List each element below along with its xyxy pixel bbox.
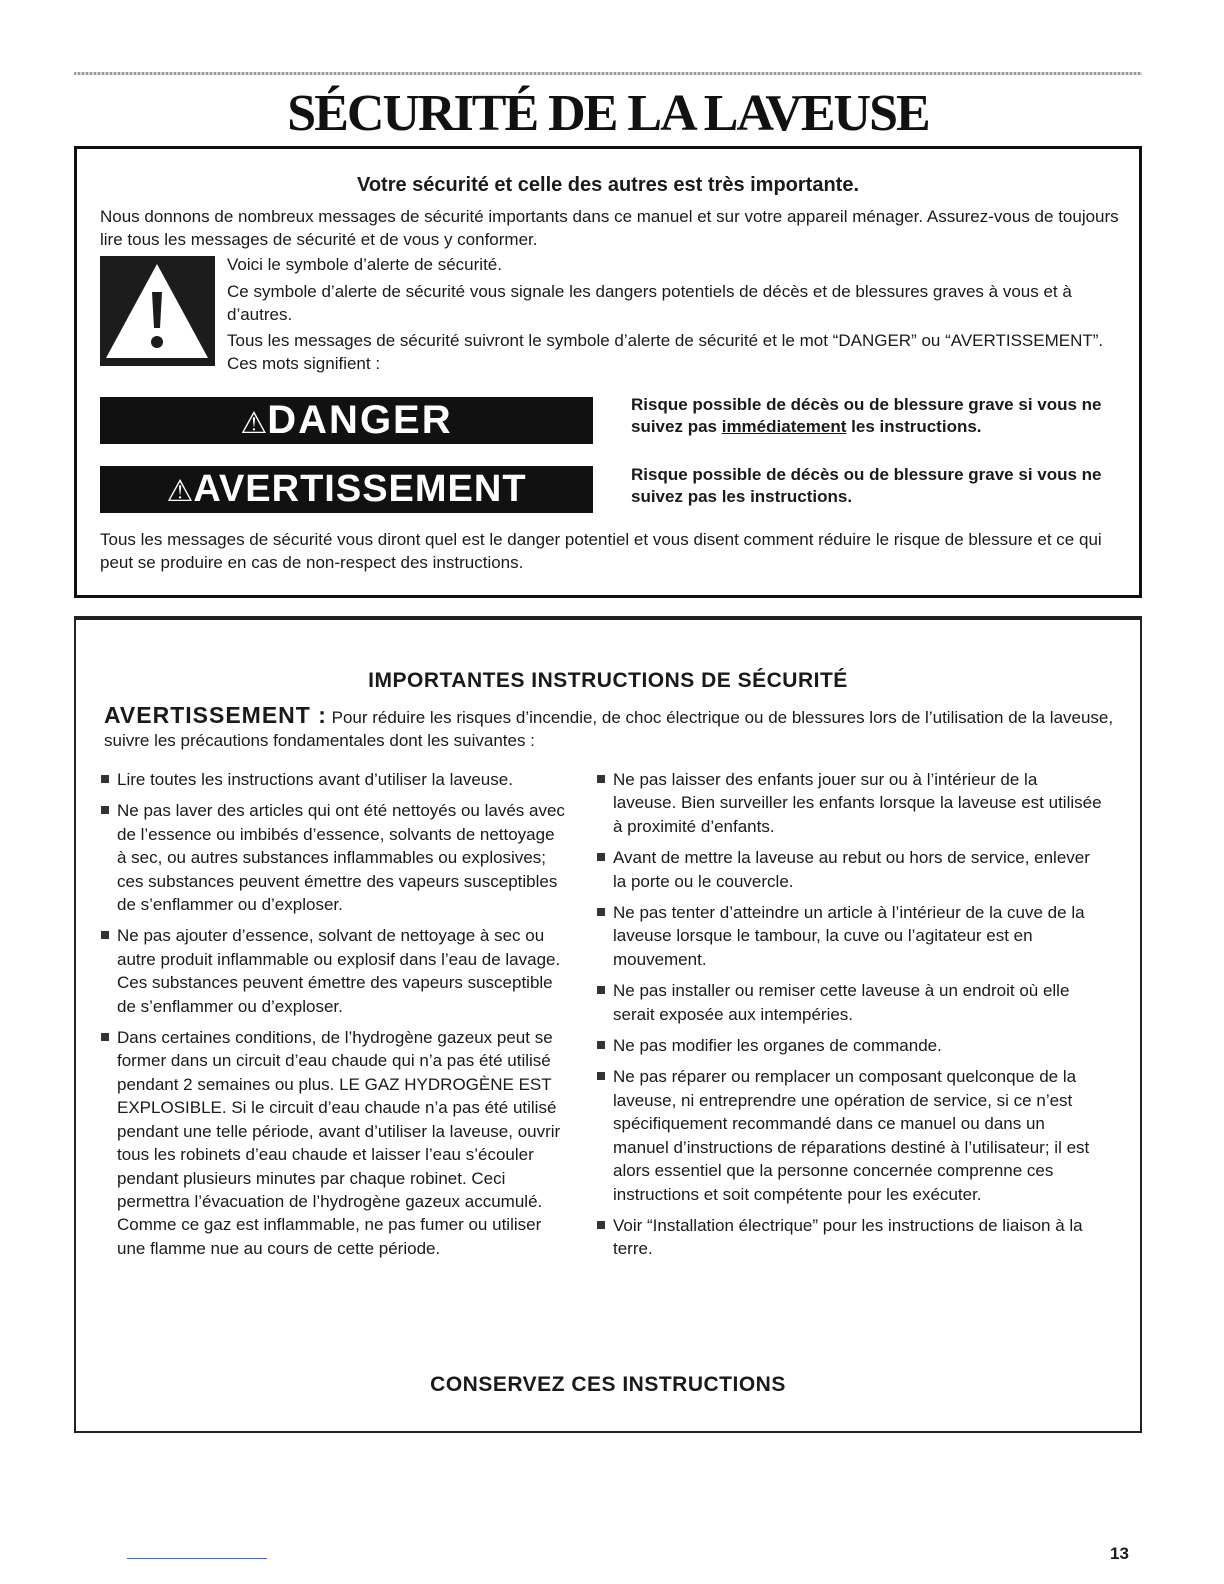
list-item: [594, 768, 1104, 838]
instructions-left-column: [98, 768, 568, 1268]
danger-label: DANGER: [267, 398, 453, 442]
list-item: [594, 846, 1104, 893]
list-item-text: Avant de mettre la laveuse au rebut ou hors de service, enlever la porte ou le couvercle.: [613, 848, 1090, 891]
warning-triangle-icon: ⚠: [166, 475, 194, 508]
list-item: [594, 1034, 1104, 1057]
bullet-icon: [101, 1033, 109, 1041]
page-title: SÉCURITÉ DE LA LAVEUSE: [287, 85, 929, 142]
list-item-text: Ne pas laisser des enfants jouer sur ou à l’intérieur de la laveuse. Bien surveiller les enfants lorsque la laveuse est utilisée à proximité d’enfants.: [613, 770, 1102, 836]
safety-closing-text: Tous les messages de sécurité vous diront quel est le danger potentiel et vous disent comment réduire le risque de blessure et ce qui peut se produire en cas de non-respect des instructions.: [100, 530, 1102, 572]
instructions-warning-label: AVERTISSEMENT :: [104, 702, 327, 728]
top-rule: [74, 72, 1142, 75]
list-item-text: Ne pas laver des articles qui ont été nettoyés ou lavés avec de l’essence ou imbibés d’essence, solvants de nettoyage à sec, ou autres substances inflammables ou explosives; ces substances peuvent émettre des vapeurs susceptibles de s’enflammer ou d’exploser.: [117, 801, 565, 915]
safety-message-box: [74, 146, 1142, 598]
bullet-icon: [597, 908, 605, 916]
save-instructions-heading: CONSERVEZ CES INSTRUCTIONS: [430, 1373, 786, 1396]
danger-desc-end: les instructions.: [846, 417, 982, 436]
list-item-text: Ne pas installer ou remiser cette laveuse à un endroit où elle serait exposée aux intempéries.: [613, 981, 1070, 1024]
danger-signal-banner: [100, 397, 593, 444]
instructions-warning: [104, 704, 1114, 752]
bottom-rule: [127, 1558, 267, 1559]
bullet-icon: [597, 1221, 605, 1229]
list-item: [594, 979, 1104, 1026]
bullet-icon: [597, 1072, 605, 1080]
instructions-right-column: [594, 768, 1104, 1269]
bullet-icon: [101, 931, 109, 939]
list-item-text: Voir “Installation électrique” pour les instructions de liaison à la terre.: [613, 1215, 1083, 1259]
danger-description: [631, 394, 1131, 438]
important-instructions-box: [74, 616, 1142, 1433]
bullet-icon: [597, 775, 605, 783]
safety-alert-icon: [100, 256, 215, 366]
list-item: [594, 1214, 1104, 1261]
warning-signal-banner: [100, 466, 593, 513]
alert-explanation: [227, 253, 1127, 379]
danger-desc-emphasis: immédiatement: [721, 417, 847, 436]
list-item-text: Lire toutes les instructions avant d’utiliser la laveuse.: [117, 770, 513, 789]
list-item: [594, 1065, 1104, 1205]
list-item: [98, 799, 568, 916]
alert-line-symbol: Voici le symbole d’alerte de sécurité.: [227, 255, 502, 274]
list-item: [98, 924, 568, 1018]
list-item: [98, 1026, 568, 1260]
warning-label: AVERTISSEMENT: [193, 468, 527, 510]
bullet-icon: [597, 853, 605, 861]
box-top-rule: [76, 618, 1140, 620]
bullet-icon: [597, 986, 605, 994]
warning-triangle-icon: ⚠: [240, 407, 268, 440]
list-item-text: Ne pas tenter d’atteindre un article à l’intérieur de la cuve de la laveuse lorsque le tambour, la cuve ou l’agitateur est en mouvement.: [613, 903, 1085, 969]
list-item: [594, 901, 1104, 971]
warning-description: Risque possible de décès ou de blessure grave si vous ne suivez pas les instructions.: [631, 465, 1102, 506]
instructions-heading: IMPORTANTES INSTRUCTIONS DE SÉCURITÉ: [368, 669, 848, 692]
bullet-icon: [101, 806, 109, 814]
list-item-text: Dans certaines conditions, de l’hydrogène gazeux peut se former dans un circuit d’eau chaude qui n’a pas été utilisé pendant 2 semaines ou plus. LE GAZ HYDROGÈNE EST EXPLOSIBLE. Si le circuit d’eau chaude n’a pas été utilisé pendant une telle période, avant d’utiliser la laveuse, ouvrir tous les robinets d’eau chaude et laisser l’eau s’écouler pendant plusieurs minutes par chaque robinet. Ceci permettra l’évacuation de l’hydrogène gazeux accumulé. Comme ce gaz est inflammable, ne pas fumer ou utiliser une flamme nue au cours de cette période.: [117, 1028, 561, 1258]
bullet-icon: [101, 775, 109, 783]
safety-heading: Votre sécurité et celle des autres est très importante.: [356, 174, 860, 196]
alert-line-signal-words: Tous les messages de sécurité suivront le symbole d’alerte de sécurité et le mot “DANGER” ou “AVERTISSEMENT”. Ces mots signifient :: [227, 331, 1104, 373]
danger-desc-text: Risque possible de décès ou de blessure grave si vous ne suivez pas: [631, 395, 1102, 436]
bullet-icon: [597, 1041, 605, 1049]
alert-line-meaning: Ce symbole d’alerte de sécurité vous signale les dangers potentiels de décès et de blessures graves à vous et à d’autres.: [227, 282, 1072, 324]
list-item-text: Ne pas ajouter d’essence, solvant de nettoyage à sec ou autre produit inflammable ou explosif dans l’eau de lavage. Ces substances peuvent émettre des vapeurs susceptible de s’enflammer ou d’exploser.: [117, 926, 561, 1016]
list-item: [98, 768, 568, 791]
list-item-text: Ne pas modifier les organes de commande.: [613, 1036, 942, 1056]
instructions-warning-text: Pour réduire les risques d’incendie, de choc électrique ou de blessures lors de l’utilisation de la laveuse, suivre les précautions fondamentales dont les suivantes :: [104, 708, 1114, 750]
page-number: 13: [1110, 1544, 1129, 1563]
safety-intro: Nous donnons de nombreux messages de sécurité importants dans ce manuel et sur votre appareil ménager. Assurez-vous de toujours lire tous les messages de sécurité et de vous y conformer.: [100, 207, 1119, 249]
list-item-text: Ne pas réparer ou remplacer un composant quelconque de la laveuse, ni entreprendre une opération de service, si ce n’est spécifiquement recommandé dans ce manuel ou dans un manuel d’instructions de réparations destiné à l’utilisateur; il est alors essentiel que la personne concernée comprenne ces instructions et soit compétente pour les exécuter.: [613, 1067, 1090, 1204]
